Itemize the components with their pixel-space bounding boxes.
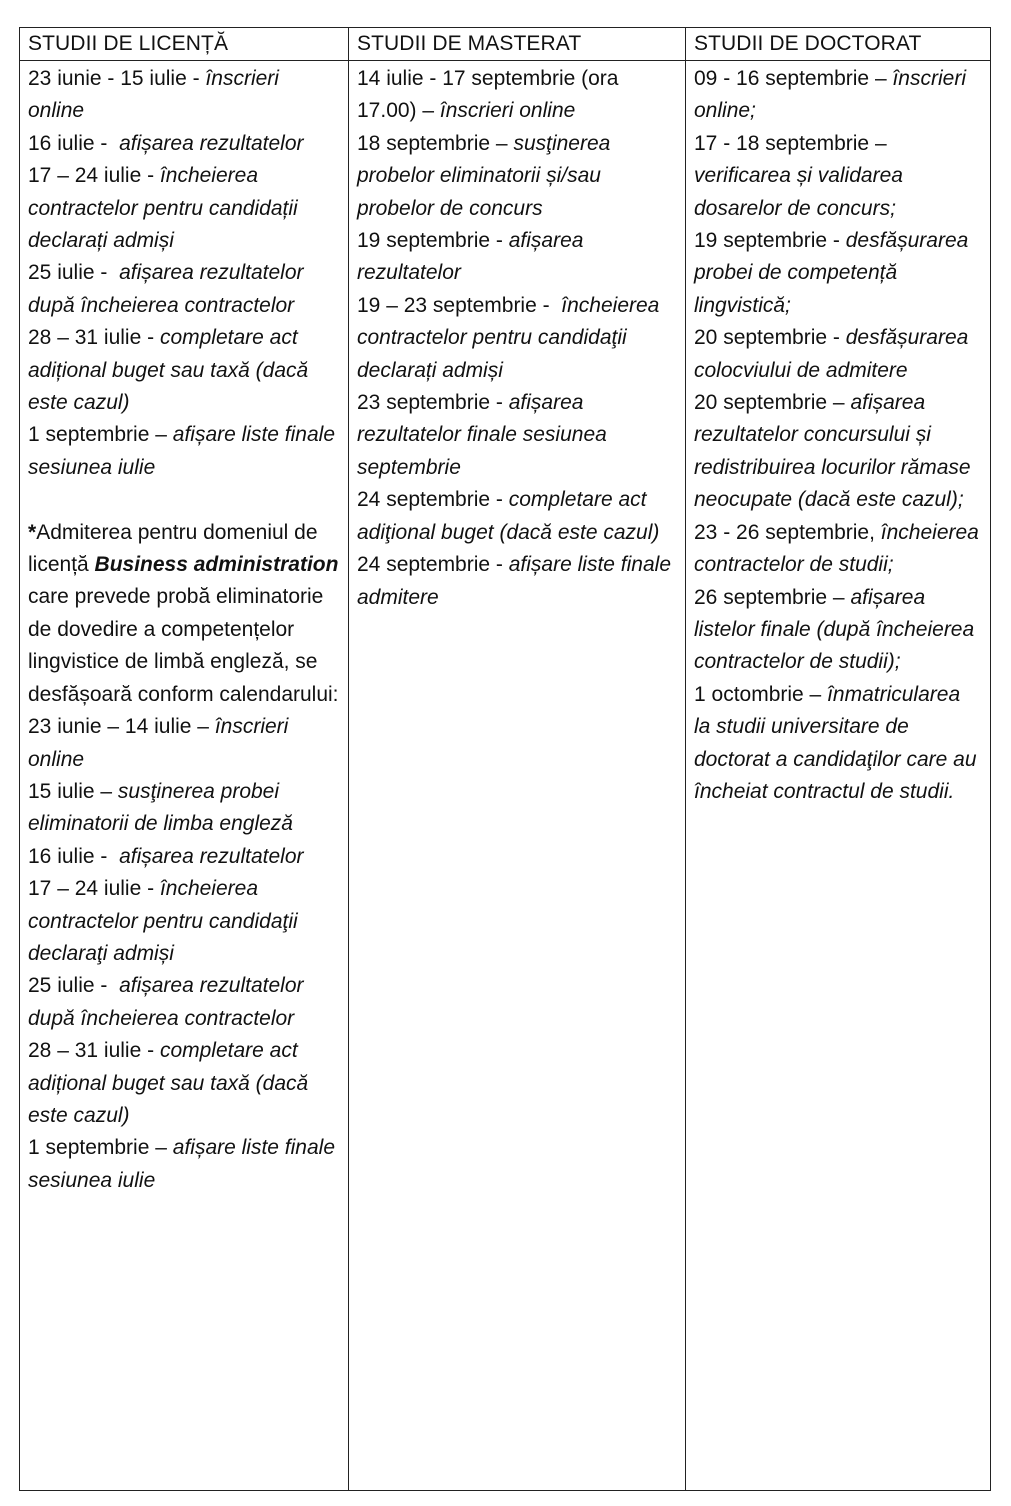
entry-description: afișarea rezultatelor după încheierea contractelor [28, 261, 304, 317]
licenta-cell [20, 61, 349, 1491]
entry-separator: - [827, 229, 846, 253]
entry-description: desfășurarea probei de competență lingvistică; [694, 229, 969, 317]
entry-description: afișarea rezultatelor concursului și redistribuirea locurilor rămase neocupate (dacă este cazul); [694, 391, 971, 512]
spacer [28, 484, 340, 516]
entry-date: 09 - 16 septembrie [694, 67, 870, 90]
schedule-entry [694, 387, 982, 517]
document-page [19, 27, 990, 1491]
entry-description: afișare liste finale admitere [357, 553, 671, 609]
business-admin-note [28, 517, 340, 711]
entry-separator: - [536, 293, 562, 317]
entry-separator: - [827, 326, 846, 350]
entry-description: afișarea listelor finale (după încheierea contractelor de studii); [694, 585, 975, 674]
entry-date: 1 septembrie [28, 1136, 150, 1160]
entry-separator: – [869, 67, 893, 90]
entry-separator: - [141, 164, 160, 188]
schedule-entry [694, 63, 982, 128]
entry-description: încheierea contractelor pentru candidaţii declaraţi admiși [28, 877, 298, 965]
entry-separator: - [141, 877, 160, 901]
schedule-entry [28, 419, 340, 484]
schedule-entry [357, 225, 677, 290]
schedule-entry [694, 679, 982, 809]
entry-separator: , [869, 520, 881, 544]
entry-description: verificarea și validarea dosarelor de concurs; [694, 164, 903, 220]
entry-date: 16 iulie [28, 131, 95, 155]
entry-date: 19 septembrie [357, 229, 491, 253]
schedule-entry [28, 841, 340, 873]
entry-description: completare act adițional buget sau taxă (dacă este cazul) [28, 326, 309, 415]
note-asterisk: * [28, 520, 37, 544]
entry-date: 17 – 24 iulie [28, 877, 142, 901]
schedule-entry [694, 517, 982, 582]
schedule-entry [694, 322, 982, 387]
entry-description: afișarea rezultatelor finale sesiunea septembrie [357, 391, 607, 479]
entry-description: afișarea rezultatelor [119, 131, 304, 155]
schedule-entry [28, 1035, 340, 1132]
entry-description: înscrieri online [439, 99, 576, 123]
doctorat-entries [694, 63, 982, 808]
entry-description: înscrieri online [28, 715, 289, 771]
entry-date: 28 – 31 iulie [28, 326, 142, 350]
entry-description: înmatricularea la studii universitare de doctorat a candidaţilor care au încheiat contractul de studii. [694, 682, 977, 803]
entry-separator: – [149, 423, 173, 447]
header-doctorat: STUDII DE DOCTORAT [686, 28, 991, 61]
entry-date: 28 – 31 iulie [28, 1039, 142, 1063]
entry-separator: - [94, 261, 120, 285]
note-text-1: Admiterea pentru domeniul de licență [28, 520, 318, 577]
entry-separator: - [490, 229, 509, 253]
header-licenta: STUDII DE LICENȚĂ [20, 28, 349, 61]
entry-description: înscrieri online; [694, 67, 966, 123]
entry-date: 24 septembrie [357, 553, 491, 577]
entry-date: 19 septembrie [694, 229, 828, 253]
schedule-entry [28, 873, 340, 970]
entry-date: 26 septembrie [694, 585, 828, 609]
entry-date: 18 septembrie [357, 131, 491, 155]
doctorat-cell [686, 61, 991, 1491]
entry-date: 17 – 24 iulie [28, 164, 142, 188]
entry-date: 16 iulie [28, 844, 95, 868]
entry-date: 20 septembrie [694, 326, 828, 350]
entry-description: susţinerea probelor eliminatorii și/sau probelor de concurs [357, 131, 611, 220]
entry-description: desfășurarea colocviului de admitere [694, 326, 969, 382]
note-text-2: care prevede probă eliminatorie de dovedire a competențelor lingvistice de limbă engleză, se desfășoară conform calendarului: [28, 585, 339, 706]
entry-date: 19 – 23 septembrie [357, 293, 537, 317]
entry-separator: – [827, 585, 851, 609]
licenta-entries [28, 63, 340, 484]
entry-separator: - [94, 131, 120, 155]
schedule-entry [694, 225, 982, 322]
entry-description: afișarea rezultatelor [357, 229, 584, 285]
entry-date: 1 octombrie [694, 682, 804, 706]
entry-description: completare act adițional buget sau taxă (dacă este cazul) [28, 1039, 309, 1127]
entry-description: completare act adiţional buget (dacă este cazul) [357, 488, 660, 544]
header-masterat: STUDII DE MASTERAT [349, 28, 686, 61]
entry-date: 23 iunie – 14 iulie [28, 715, 192, 739]
entry-date: 20 septembrie [694, 391, 828, 415]
entry-separator: – [827, 391, 851, 415]
entry-date: 1 septembrie [28, 423, 150, 447]
entry-date: 23 - 26 septembrie [694, 520, 870, 544]
schedule-entry [357, 387, 677, 484]
entry-date: 23 iunie - 15 iulie [28, 67, 187, 90]
schedule-entry [357, 63, 677, 128]
entry-description: încheierea contractelor pentru candidaţii declarați admiși [357, 293, 660, 382]
schedule-entry [28, 322, 340, 419]
entry-separator: - [490, 488, 509, 512]
schedule-entry [357, 549, 677, 614]
schedule-entry [694, 582, 982, 679]
note-program-name: Business administration [94, 553, 339, 577]
entry-separator: – [869, 131, 893, 155]
entry-description: încheierea contractelor pentru candidații declarați admiși [28, 164, 298, 253]
entry-date: 14 iulie - 17 septembrie [357, 67, 576, 90]
entry-separator: - [186, 67, 206, 90]
entry-date: 25 iulie [28, 261, 95, 285]
entry-description: susţinerea probei eliminatorii de limba engleză [28, 779, 293, 836]
entry-description: încheierea contractelor de studii; [694, 520, 979, 577]
schedule-entry [357, 128, 677, 225]
entry-description: înscrieri online [28, 67, 279, 123]
admission-calendar-table [19, 27, 991, 1491]
schedule-entry [28, 776, 340, 841]
entry-date: 25 iulie [28, 974, 95, 998]
schedule-entry [694, 128, 982, 225]
entry-separator: - [490, 391, 509, 415]
entry-separator: - [490, 553, 509, 577]
entry-separator: – [191, 715, 215, 739]
schedule-entry [28, 128, 340, 160]
entry-separator: - [141, 326, 160, 350]
schedule-entry [28, 1132, 340, 1197]
entry-description: afișarea rezultatelor după încheierea contractelor [28, 974, 304, 1030]
schedule-row [20, 61, 991, 1491]
schedule-entry [28, 160, 340, 257]
entry-description: afișarea rezultatelor [119, 844, 304, 868]
entry-description: afișare liste finale sesiunea iulie [28, 423, 336, 479]
schedule-entry [28, 257, 340, 322]
masterat-cell [349, 61, 686, 1491]
entry-description: afișare liste finale sesiunea iulie [28, 1136, 336, 1192]
entry-extra: (ora 17.00) [357, 67, 619, 123]
schedule-entry [357, 290, 677, 387]
schedule-entry [357, 484, 677, 549]
entry-date: 17 - 18 septembrie [694, 131, 870, 155]
entry-date: 23 septembrie [357, 391, 491, 415]
entry-separator: – [149, 1136, 173, 1160]
entry-separator: - [141, 1039, 160, 1063]
entry-separator: – [803, 682, 828, 706]
header-row [20, 28, 991, 61]
entry-separator: - [94, 844, 120, 868]
entry-date: 15 iulie [28, 779, 95, 803]
entry-separator: – [490, 131, 514, 155]
entry-separator: – [416, 99, 440, 123]
business-admin-entries [28, 711, 340, 1197]
schedule-entry [28, 63, 340, 128]
entry-separator: - [94, 974, 120, 998]
schedule-entry [28, 970, 340, 1035]
entry-date: 24 septembrie [357, 488, 491, 512]
masterat-entries [357, 63, 677, 614]
schedule-entry [28, 711, 340, 776]
entry-separator: – [94, 779, 118, 803]
